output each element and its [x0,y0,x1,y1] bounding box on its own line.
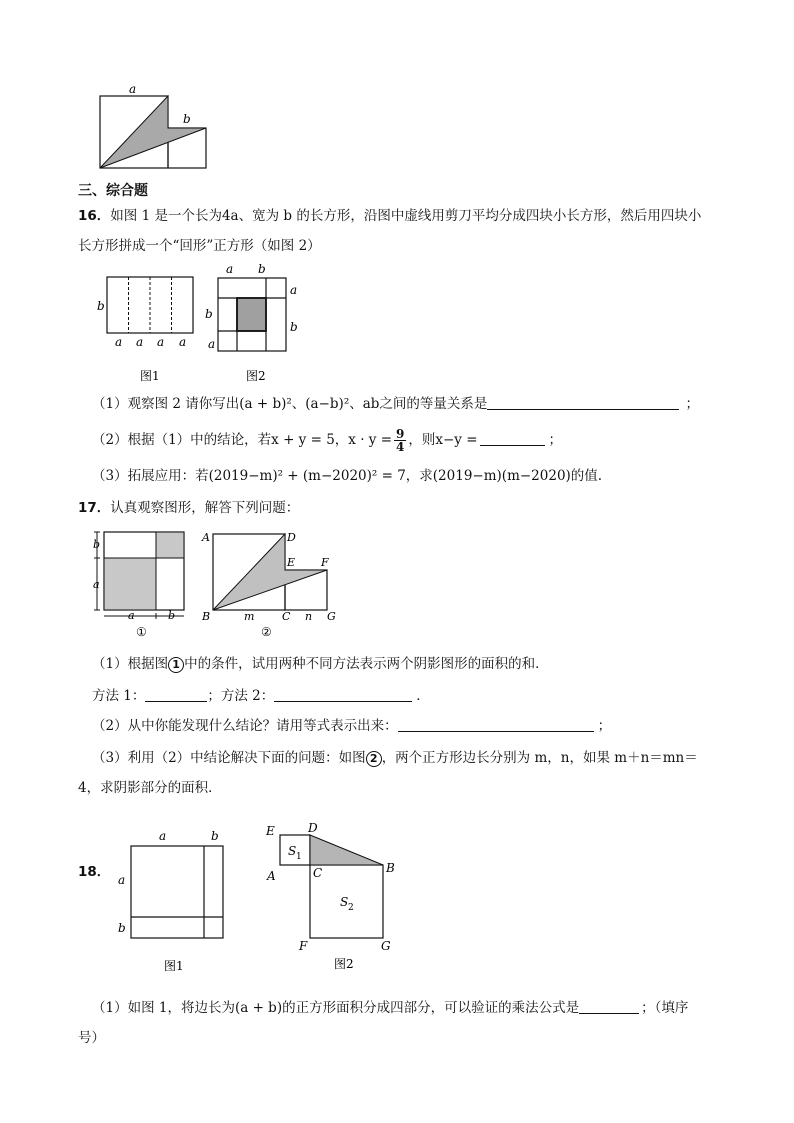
q17-part2-end: ； [597,718,612,734]
q16-fig1-label-a4: a [179,335,187,349]
circled-2-icon: 2 [366,751,382,767]
q16-text-line1: 如图 1 是一个长为4a、宽为 b 的长方形，沿图中虚线用剪刀平均分成四块小长方形，然后用四块小 [110,208,702,224]
circled-1-icon: 1 [168,657,184,673]
q17-method1-label: 方法 1： [92,688,146,704]
q17-part3-line2: 4，求阴影部分的面积． [78,780,222,796]
q18-fig1-left-a: a [118,873,126,887]
q18-part1-blank [579,999,639,1014]
q18-fig2-point-C: C [313,866,323,880]
q18-part1-line2: 号） [78,1030,105,1046]
top-figure [95,82,215,174]
q16-part2 [92,428,562,453]
q18-part1 [92,998,688,1018]
q18-number: 18． [78,864,111,880]
q18-fig2-caption: 图2 [334,957,354,971]
q18-fig2-point-E: E [266,824,275,838]
q16-fig2-left-b: b [205,307,213,321]
q16-part2-fraction [394,428,406,453]
q17-method2-blank [274,687,412,702]
q16-fig1-label-a3: a [157,335,165,349]
q17-fig1-caption: ① [136,625,147,639]
q16-fig1-caption: 图1 [140,369,160,383]
q18-fig2-point-A: A [267,869,276,883]
q16-fig2-top-a: a [226,262,234,276]
q18-fig2-point-G: G [381,939,391,953]
q17-part2 [92,716,611,736]
q16-fig2-right-a: a [290,283,298,297]
q16-figure1 [93,272,203,384]
q18-fig1-top-b: b [211,829,219,843]
frac-denominator: 4 [396,440,405,454]
q17-figure1 [88,526,188,641]
q17-fig2-point-F: F [321,556,329,569]
q17-method1-blank [145,687,207,702]
q18-figure2 [260,820,400,972]
q17-fig2-point-G: G [327,610,336,623]
q18-fig2-point-B: B [386,861,395,875]
q16-part2-end: ； [548,432,563,448]
q18-fig2-s1-sub: 1 [296,852,302,862]
q16-number: 16． [78,208,111,224]
q18-figure1 [112,824,232,976]
q17-part3-a: （3）利用（2）中结论解决下面的问题：如图 [92,750,366,766]
q16-fig1-label-b: b [97,299,105,313]
q17-part1 [92,654,549,674]
q17-fig2-label-n: n [305,610,313,623]
q17-part1-a: （1）根据图 [92,656,169,672]
q17-method-end: ． [416,688,430,704]
q18-fig2-s1: S [288,844,297,858]
q18-part1-a: （1）如图 1，将边长为(a + b)的正方形面积分成四部分，可以验证的乘法公式是 [92,1000,580,1016]
q17-fig1-bottom-a: a [128,609,135,622]
q18-part1-b: ；（填序 [641,1000,689,1016]
q17-line1 [78,498,299,518]
q16-part1-end: ； [685,396,699,412]
q18-fig1-top-a: a [159,829,167,843]
q16-part2-blank [480,431,545,446]
q17-text-line1: 认真观察图形，解答下列问题： [110,500,300,516]
q16-fig2-left-a: a [208,337,216,351]
q17-fig2-point-B: B [202,610,211,623]
q16-part2-text-b: ，则x−y = [408,432,478,448]
q17-fig2-label-m: m [244,610,255,623]
q17-fig2-point-C: C [282,610,291,623]
q18-fig2-point-F: F [299,939,308,953]
q17-part1-b: 中的条件，试用两种不同方法表示两个阴影图形的面积的和． [184,656,549,672]
q17-part3 [92,748,698,768]
q16-line1 [78,206,701,226]
q16-fig2-caption: 图2 [246,369,266,383]
q18-fig2-s2-sub: 2 [348,903,354,913]
q18-fig1-caption: 图1 [164,959,184,973]
top-fig-label-b: b [183,112,191,126]
q17-fig2-point-A: A [202,531,210,544]
q16-fig2-right-b: b [290,320,298,334]
q16-figure2 [200,262,305,384]
section-title: 三、综合题 [78,183,148,199]
q18-fig2-point-D: D [308,821,318,835]
top-fig-label-a: a [129,82,137,96]
q16-fig2-top-b: b [258,262,266,276]
q18-fig1-left-b: b [118,921,126,935]
q17-number: 17． [78,500,111,516]
q17-fig2-point-E: E [287,556,296,569]
q17-fig1-left-a: a [93,578,100,591]
q16-part1-text: （1）观察图 2 请你写出(a + b)²、(a−b)²、ab之间的等量关系是 [92,396,488,412]
q16-text-line2: 长方形拼成一个“回形”正方形（如图 2） [78,238,321,254]
q17-methods [92,686,430,706]
q16-fig1-label-a1: a [115,335,123,349]
frac-numerator: 9 [396,427,405,441]
q18-fig2-s2: S [340,895,349,909]
q17-fig1-left-b: b [93,538,101,551]
q16-fig1-label-a2: a [136,335,144,349]
q17-fig2-point-D: D [287,531,296,544]
q17-figure2 [198,526,343,641]
q16-part1-blank [487,395,679,410]
q16-part3: （3）拓展应用：若(2019−m)² + (m−2020)² = 7，求(2019−m)(m−2020)的值. [92,468,603,484]
q17-method2-label: ；方法 2： [207,688,275,704]
q17-fig2-caption: ② [261,625,272,639]
q17-part2-blank [398,717,594,732]
q16-part1 [92,394,699,414]
q17-fig1-bottom-b: b [168,609,176,622]
q16-part2-text-a: （2）根据（1）中的结论，若x + y = 5，x · y = [92,432,393,448]
q17-part3-b: ，两个正方形边长分别为 m，n，如果 m＋n＝mn＝ [381,750,698,766]
q17-part2-text: （2）从中你能发现什么结论？请用等式表示出来： [92,718,398,734]
